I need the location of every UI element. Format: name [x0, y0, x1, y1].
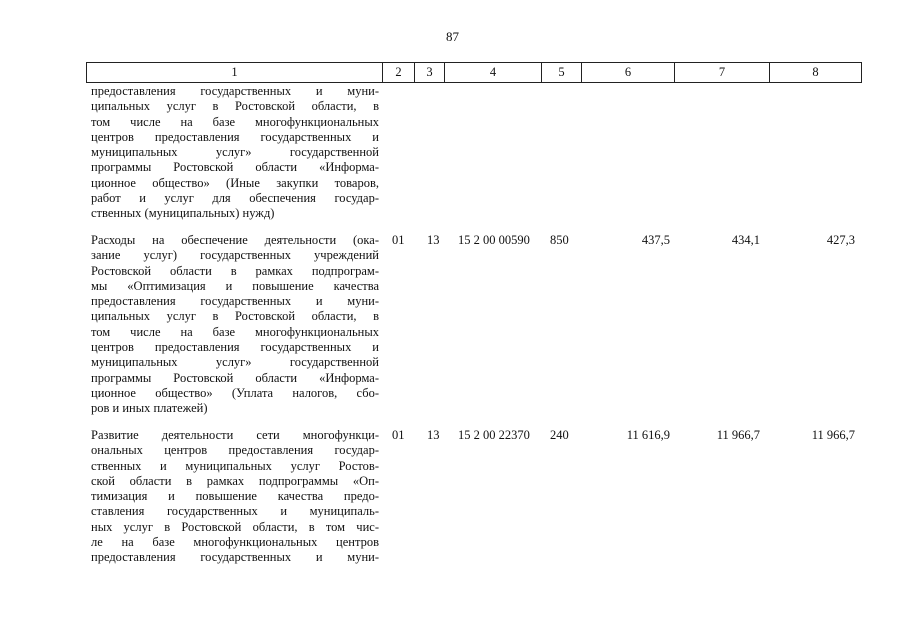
header-col-5: 5: [541, 63, 581, 82]
row-text-line: ных услуг в Ростовской области, в том чис-: [91, 519, 379, 534]
row-text-line: ров и иных платежей): [91, 401, 208, 416]
header-col-7: 7: [674, 63, 769, 82]
header-col-8: 8: [769, 63, 861, 82]
row-text-line: ципальных услуг в Ростовской области, в: [91, 99, 379, 114]
row-text-line: ональных центров предоставления государ-: [91, 443, 379, 458]
row-subsection-code: 13: [427, 233, 440, 247]
row-target-article: 15 2 00 22370: [458, 428, 530, 442]
header-col-3: 3: [414, 63, 444, 82]
table-header: [86, 62, 862, 83]
row-text-line: муниципальных услуг» государственной: [91, 355, 379, 370]
row-text-line: центров предоставления государственных и: [91, 129, 379, 144]
row-text-line: тимизация и повышение качества предо-: [91, 489, 379, 504]
row-text-line: ственных и муниципальных услуг Ростов-: [91, 458, 379, 473]
row-text-line: том числе на базе многофункциональных: [91, 324, 379, 339]
row-text-line: Развитие деятельности сети многофункци-: [91, 428, 379, 442]
header-col-4: 4: [444, 63, 541, 82]
header-col-6: 6: [581, 63, 674, 82]
row-text-line: ственных (муниципальных) нужд): [91, 206, 275, 221]
header-col-2: 2: [382, 63, 414, 82]
row-text-line: муниципальных услуг» государственной: [91, 145, 379, 160]
row-amount-col6: 11 616,9: [626, 428, 670, 442]
row-section-code: 01: [392, 233, 405, 247]
row-text-line: Расходы на обеспечение деятельности (ока-: [91, 233, 379, 247]
row-text-line: ционное общество» (Иные закупки товаров,: [91, 175, 379, 190]
page-number: 87: [446, 29, 459, 44]
row-section-code: 01: [392, 428, 405, 442]
row-text-line: программы Ростовской области «Информа-: [91, 160, 379, 175]
row-text-line: ципальных услуг в Ростовской области, в: [91, 309, 379, 324]
row-text-line: работ и услуг для обеспечения государ-: [91, 191, 379, 206]
row-text-line: предоставления государственных и муни-: [91, 294, 379, 309]
row-subsection-code: 13: [427, 428, 440, 442]
row-text-line: ставления государственных и муниципаль-: [91, 504, 379, 519]
row-expense-type: 240: [550, 428, 569, 442]
row-amount-col7: 434,1: [731, 233, 760, 247]
row-text-line: мы «Оптимизация и повышение качества: [91, 278, 379, 293]
row-text-line: Ростовской области в рамках подпрограм-: [91, 263, 379, 278]
table-row: [91, 233, 379, 417]
row-text-line: центров предоставления государственных и: [91, 340, 379, 355]
row-text-line: предоставления государственных и муни-: [91, 84, 379, 98]
row-text-line: зание услуг) государственных учреждений: [91, 248, 379, 263]
row-text-line: ционное общество» (Уплата налогов, сбо-: [91, 385, 379, 400]
table-row: [91, 84, 379, 222]
row-amount-col8: 427,3: [826, 233, 855, 247]
row-text-line: программы Ростовской области «Информа-: [91, 370, 379, 385]
row-text-line: том числе на базе многофункциональных: [91, 114, 379, 129]
row-text-line: предоставления государственных и муни-: [91, 550, 379, 565]
row-expense-type: 850: [550, 233, 569, 247]
table-row: [91, 428, 379, 566]
row-amount-col8: 11 966,7: [811, 428, 855, 442]
header-col-1: 1: [231, 65, 238, 79]
row-text-line: ле на базе многофункциональных центров: [91, 535, 379, 550]
row-amount-col6: 437,5: [641, 233, 670, 247]
row-amount-col7: 11 966,7: [716, 428, 760, 442]
row-target-article: 15 2 00 00590: [458, 233, 530, 247]
row-text-line: ской области в рамках подпрограммы «Оп-: [91, 473, 379, 488]
